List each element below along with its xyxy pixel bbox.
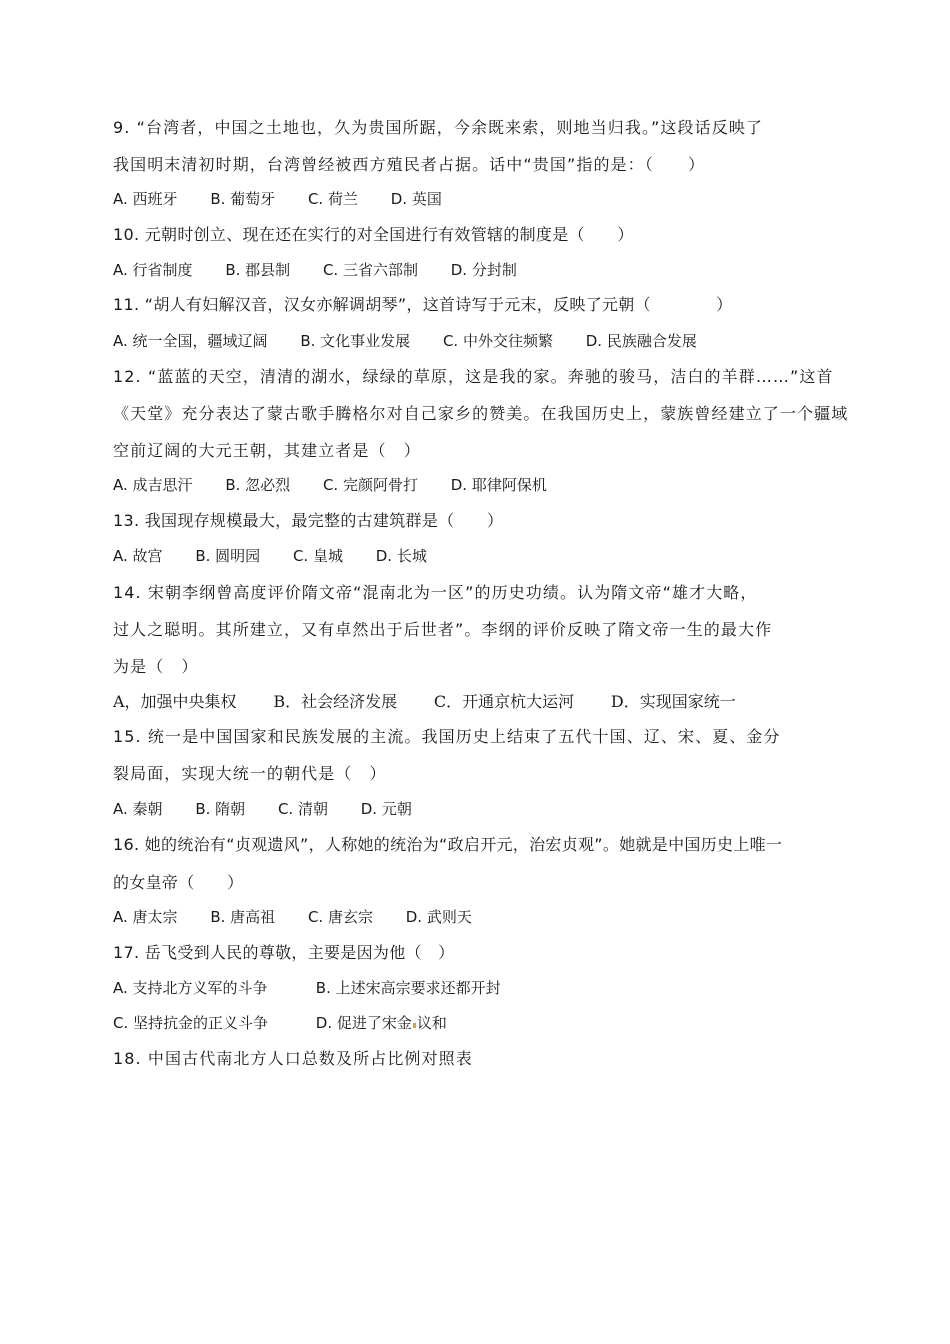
question-12-line-3: 空前辽阔的大元王朝，其建立者是（ ）: [113, 441, 421, 460]
option-b: B．社会经济发展: [273, 692, 398, 711]
option-d: D. 英国: [390, 190, 442, 208]
option-d-part-1: D. 促进了宋金: [315, 1014, 412, 1032]
question-11-line-1: 11. “胡人有妇解汉音，汉女亦解调胡琴”，这首诗写于元末，反映了元朝（ ）: [113, 295, 733, 314]
option-b: B. 文化事业发展: [300, 332, 411, 350]
question-14-line-3: 为是（ ）: [113, 657, 199, 676]
option-d: D. 武则天: [405, 908, 472, 926]
option-b: B. 郡县制: [225, 261, 291, 279]
question-9-line-2: 我国明末清初时期，台湾曾经被西方殖民者占据。话中“贵国”指的是：（ ）: [113, 155, 706, 174]
option-c: C. 完颜阿骨打: [322, 476, 418, 494]
option-a: A. 秦朝: [113, 800, 163, 818]
option-a: A. 成吉思汗: [113, 476, 193, 494]
question-15-line-2: 裂局面，实现大统一的朝代是（ ）: [113, 764, 387, 783]
question-14-line-1: 14. 宋朝李纲曾高度评价隋文帝“混南北为一区”的历史功绩。认为隋文帝“雄才大略，: [113, 583, 758, 602]
question-17-options-row-1: [113, 978, 529, 998]
question-14-line-2: 过人之聪明。其所建立，又有卓然出于后世者”。李纲的评价反映了隋文帝一生的最大作: [113, 620, 773, 639]
option-b: B. 葡萄牙: [210, 190, 276, 208]
option-c: C. 荷兰: [307, 190, 358, 208]
option-c: C. 清朝: [277, 800, 328, 818]
option-c: C. 三省六部制: [322, 261, 418, 279]
option-d: D. 元朝: [360, 800, 412, 818]
question-12-options: [113, 475, 575, 495]
option-d: [316, 1013, 447, 1033]
option-a: A. 唐太宗: [113, 908, 178, 926]
question-17-line-1: 17. 岳飞受到人民的尊敬，主要是因为他（ ）: [113, 943, 455, 962]
question-12-line-1: 12. “蓝蓝的天空，清清的湖水，绿绿的草原，这是我的家。奔驰的骏马，洁白的羊群……”这首: [113, 367, 834, 386]
question-15-options: [113, 799, 440, 819]
question-12-line-2: 《天堂》充分表达了蒙古歌手腾格尔对自己家乡的赞美。在我国历史上，蒙族曾经建立了一个疆域: [113, 404, 849, 423]
option-a: A. 故宫: [113, 547, 163, 565]
option-c: C. 皇城: [292, 547, 343, 565]
question-13-line-1: 13. 我国现存规模最大，最完整的古建筑群是（ ）: [113, 511, 504, 530]
option-a: A. 行省制度: [113, 261, 193, 279]
question-15-line-1: 15. 统一是中国国家和民族发展的主流。我国历史上结束了五代十国、辽、宋、夏、金分: [113, 727, 781, 746]
option-b: B. 圆明园: [195, 547, 261, 565]
question-9-line-1: 9. “台湾者，中国之土地也，久为贵国所踞，今余既来索，则地当归我。”这段话反映了: [113, 118, 764, 137]
option-d: D. 民族融合发展: [585, 332, 697, 350]
question-16-line-1: 16. 她的统治有“贞观遗风”，人称她的统治为“政启开元，治宏贞观”。她就是中国历史上唯一: [113, 835, 783, 854]
option-d-part-2: 议和: [416, 1014, 447, 1032]
option-c: C．开通京杭大运河: [433, 692, 575, 711]
option-a: A. 支持北方义军的斗争: [113, 979, 268, 997]
question-9-options: [113, 189, 470, 209]
option-a: A. 西班牙: [113, 190, 178, 208]
option-b: B. 隋朝: [195, 800, 246, 818]
option-d: D. 耶律阿保机: [450, 476, 547, 494]
option-b: B. 上述宋高宗要求还都开封: [315, 979, 501, 997]
question-13-options: [113, 546, 455, 566]
question-17-options-row-2: [113, 1013, 447, 1033]
question-14-options: [113, 692, 768, 712]
option-d: D. 长城: [375, 547, 427, 565]
option-c: C. 中外交往频繁: [442, 332, 553, 350]
question-18-line-1: 18. 中国古代南北方人口总数及所占比例对照表: [113, 1049, 473, 1068]
question-10-line-1: 10. 元朝时创立、现在还在实行的对全国进行有效管辖的制度是（ ）: [113, 225, 634, 244]
text-cursor-mark: [413, 1023, 416, 1028]
option-a: A. 统一全国，疆域辽阔: [113, 332, 268, 350]
option-d: D. 分封制: [450, 261, 517, 279]
option-a: A，加强中央集权: [113, 692, 237, 711]
question-16-options: [113, 907, 500, 927]
option-c: C. 唐玄宗: [307, 908, 373, 926]
option-b: B. 唐高祖: [210, 908, 276, 926]
option-b: B. 忽必烈: [225, 476, 291, 494]
question-16-line-2: 的女皇帝（ ）: [113, 873, 244, 892]
option-d: D．实现国家统一: [610, 692, 736, 711]
question-10-options: [113, 260, 545, 280]
option-c: C. 坚持抗金的正义斗争: [113, 1014, 269, 1032]
question-11-options: [113, 331, 725, 351]
